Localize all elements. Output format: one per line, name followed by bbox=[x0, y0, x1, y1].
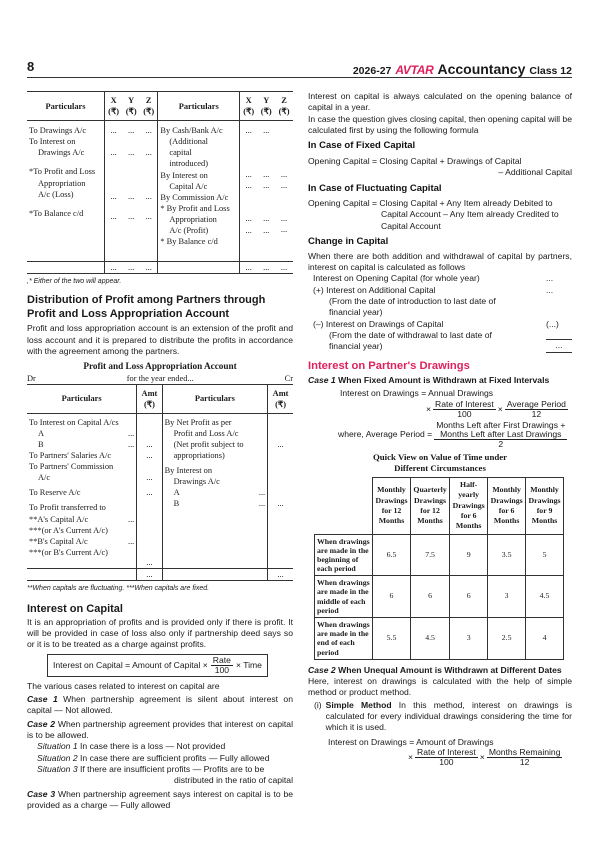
change-in-capital-heading: Change in Capital bbox=[308, 236, 389, 248]
pl-year-label: for the year ended... bbox=[126, 373, 194, 383]
list-item: (+) Interest on Additional Capital ... bbox=[313, 284, 554, 295]
qv-head-3: Half-yearly Drawings for 6 Months bbox=[450, 478, 488, 534]
table-row: When drawings are made in the beginning of each period 6.5 7.5 9 3.5 5 bbox=[315, 534, 564, 576]
header-subject: Accountancy bbox=[437, 61, 526, 77]
ledger-total-row: ... ... ... ... ... ... bbox=[27, 261, 293, 273]
list-item: (From the date of withdrawal to last date of financial year) ... bbox=[313, 330, 572, 353]
ledger-left-entries: To Drawings A/c To Interest on Drawings A/c *To Profit and Loss Appropriation A/c (Loss) *To Balance c/d bbox=[29, 126, 96, 218]
pl-credit-amounts: ... ... bbox=[268, 413, 293, 568]
ledger-x-values: ... ... ... ... bbox=[104, 121, 122, 262]
dr-label: Dr bbox=[27, 373, 36, 383]
cases-intro: The various cases related to interest on capital are bbox=[27, 680, 220, 691]
qv-head-5: Monthly Drawings for 9 Months bbox=[526, 478, 564, 534]
pl-total-row: ... ... bbox=[27, 569, 293, 581]
fluctuating-formula-1: Opening Capital = Closing Capital + Any Item already Debited to bbox=[308, 198, 553, 209]
quick-view-title: Quick View on Value of Time under Different Circumstances bbox=[372, 451, 508, 474]
ledger-head-z: Z (₹) bbox=[140, 92, 158, 121]
ledger-head-x-right: X (₹) bbox=[240, 92, 258, 121]
pl-head-particulars-right: Particulars bbox=[162, 384, 268, 413]
ledger-head-y-right: Y (₹) bbox=[257, 92, 275, 121]
case-2: Case 2 When partnership agreement provides that interest on capital is to be allowed. bbox=[27, 718, 293, 741]
table-row bbox=[27, 413, 293, 568]
ledger-note: ,* Either of the two will appear. bbox=[27, 277, 122, 285]
formula-fraction: $\frac{\text{Rate}}{100}$ bbox=[212, 654, 231, 675]
table-row: When drawings are made in the end of each period 5.5 4.5 3 2.5 4 bbox=[315, 618, 564, 660]
header-year: 2026-27 bbox=[352, 65, 392, 77]
list-item: Interest on Opening Capital (for whole year) ... bbox=[313, 273, 554, 284]
pl-head-particulars-left: Particulars bbox=[27, 384, 137, 413]
change-in-capital-paragraph: When there are both addition and withdrawal of capital by partners, interest on capital is calculated as follows bbox=[308, 250, 572, 273]
average-period-main-fraction: Months Left after First Drawings + Months Left after Last Drawings 2 bbox=[436, 419, 566, 449]
case-1: Case 1 When partnership agreement is silent about interest on capital — Not allowed. bbox=[27, 694, 293, 716]
pl-appropriation-table bbox=[27, 384, 293, 582]
case-3: Case 3 When partnership agreement says interest on capital is to be provided as a charge — Fully allowed bbox=[27, 788, 294, 811]
simple-method-formula: Interest on Drawings = Amount of Drawings bbox=[328, 736, 494, 747]
drawings-case-2: Case 2 When Unequal Amount is Withdrawn at Different Dates bbox=[308, 664, 562, 675]
list-item: (–) Interest on Drawings of Capital (...) bbox=[313, 318, 559, 329]
pl-debit-amounts: ... ... ... ... ... bbox=[137, 413, 162, 568]
ledger-y-values: ... ... ... ... bbox=[128, 126, 135, 221]
pl-appropriation-caption: Profit and Loss Appropriation Account bbox=[83, 361, 237, 372]
distribution-heading: Distribution of Profit among Partners through Profit and Loss Appropriation Account bbox=[27, 294, 266, 321]
ledger-head-z-right: Z (₹) bbox=[275, 92, 293, 121]
interest-on-capital-paragraph: It is an appropriation of profits and is provided only if there is profit. It will be provided in case of loss also only if partnership deed says so or it is to be treated as a charge against profits. bbox=[27, 616, 293, 650]
page-number: 8 bbox=[27, 59, 35, 74]
qv-head-2: Quarterly Drawings for 12 Months bbox=[410, 478, 449, 534]
pl-dr-cr-line bbox=[27, 373, 293, 384]
fixed-capital-heading: In Case of Fixed Capital bbox=[308, 140, 416, 152]
ledger-head-particulars-right: Particulars bbox=[158, 92, 240, 121]
table-row: When drawings are made in the middle of each period 6 6 6 3 4.5 bbox=[315, 576, 564, 618]
simple-method-item: (i) Simple Method In this method, interest on drawings is calculated for every individual drawings considering the time for which it is used. bbox=[314, 699, 572, 733]
qv-head-1: Monthly Drawings for 12 Months bbox=[373, 478, 411, 534]
opening-balance-note: Interest on capital is always calculated on the opening balance of capital in a year. bbox=[308, 91, 572, 113]
qv-head-4: Monthly Drawings for 6 Months bbox=[488, 478, 526, 534]
fluctuating-formula-3: Capital Account bbox=[381, 220, 441, 231]
simple-rate-fraction: $\frac{\text{Rate of Interest}}{100}$ bbox=[417, 747, 476, 768]
ledger-y-right-values: ... ... ... ... ... bbox=[263, 126, 270, 235]
right-column bbox=[308, 91, 572, 767]
pl-head-amt-right: Amt (₹) bbox=[268, 384, 293, 413]
fixed-capital-formula-1: Opening Capital = Closing Capital + Drawings of Capital bbox=[308, 155, 522, 166]
pl-debit-entries: To Interest on Capital A/cs A ... B ... To Partners' Salaries A/c To Partners' Commission A/c To Reserve A/c To Profit transferred to **A's Capital A/c ... ***(or A's Current A/c) **B's Capital A/c ... ***(or B's Current A/c) bbox=[29, 417, 135, 557]
situation-3: Situation 3 If there are insufficient profits — Profits are to be bbox=[37, 764, 265, 775]
drawings-case-1: Case 1 When Fixed Amount is Withdrawn at Fixed Intervals bbox=[308, 375, 550, 386]
capital-ledger-table bbox=[27, 91, 293, 274]
months-remaining-fraction: $\frac{\text{Months Remaining}}{12}$ bbox=[488, 747, 561, 768]
pl-note: **When capitals are fluctuating. ***When capitals are fixed. bbox=[27, 585, 210, 593]
header-rule bbox=[27, 77, 572, 78]
drawings-case-2-paragraph: Here, interest on drawings is calculated with the help of simple method or product method. bbox=[308, 676, 572, 698]
fluctuating-capital-heading: In Case of Fluctuating Capital bbox=[308, 182, 442, 194]
interest-on-capital-heading: Interest on Capital bbox=[27, 602, 123, 615]
ledger-head-y: Y (₹) bbox=[122, 92, 140, 121]
ledger-x-right-values: ... ... ... ... ... bbox=[240, 121, 258, 262]
simple-method-fractions: × $\frac{\text{Rate of Interest}}{100}$ × $\frac{\text{Months Remaining}}{12}$ bbox=[408, 747, 561, 768]
ledger-head-particulars-left: Particulars bbox=[27, 92, 104, 121]
pl-head-amt-left: Amt (₹) bbox=[137, 384, 162, 413]
change-in-capital-list bbox=[308, 273, 572, 352]
ledger-z-right-values: ... ... ... ... bbox=[280, 170, 288, 235]
closing-capital-note: In case the question gives closing capital, then opening capital will be calculated first by using the following formula bbox=[308, 113, 572, 136]
situation-3-continued: distributed in the ratio of capital bbox=[174, 775, 293, 786]
situation-2: Situation 2 In case there are sufficient profits — Fully allowed bbox=[37, 752, 270, 763]
average-period-formula: where, Average Period = Months Left after First Drawings + Months Left after Last Drawings 2 bbox=[338, 419, 566, 449]
list-item: (From the date of introduction to last date of financial year) bbox=[329, 296, 496, 318]
interest-on-drawings-heading: Interest on Partner's Drawings bbox=[308, 359, 470, 372]
cr-label: Cr bbox=[284, 373, 293, 383]
interest-on-capital-formula: Interest on Capital = Amount of Capital × $\frac{\text{Rate}}{100}$ × Time bbox=[47, 654, 268, 677]
drawings-formula-1: Interest on Drawings = Annual Drawings bbox=[340, 388, 494, 399]
fluctuating-formula-2: Capital Account – Any Item already Credited to bbox=[381, 209, 559, 220]
average-period-fraction: $\frac{\text{Average Period}}{12}$ bbox=[506, 398, 566, 419]
left-column bbox=[27, 88, 293, 812]
ledger-right-entries: By Cash/Bank A/c (Additional capital introduced) By Interest on Capital A/c By Commission A/c * By Profit and Loss Appropriation A/c (Profit) * By Balance c/d bbox=[158, 121, 240, 262]
drawings-formula-fractions: × $\frac{\text{Rate of Interest}}{100}$ × $\frac{\text{Average Period}}{12}$ bbox=[426, 398, 566, 419]
ledger-z-values: ... ... ... ... bbox=[145, 126, 152, 221]
fixed-capital-formula-2: – Additional Capital bbox=[498, 167, 572, 178]
distribution-paragraph: Profit and loss appropriation account is an extension of the profit and loss account and it is prepared to distribute the profits in accordance with the agreement among the partners. bbox=[27, 323, 293, 357]
table-row bbox=[27, 121, 293, 262]
quick-view-table bbox=[314, 477, 564, 660]
header-class: Class 12 bbox=[529, 65, 572, 77]
rate-fraction: $\frac{\text{Rate of Interest}}{100}$ bbox=[435, 398, 494, 419]
ledger-head-x: X (₹) bbox=[104, 92, 122, 121]
situation-1: Situation 1 In case there is a loss — Not provided bbox=[37, 741, 226, 752]
brand-logo: AVTAR bbox=[395, 63, 434, 77]
pl-credit-entries: By Net Profit as per Profit and Loss A/c (Net profit subject to appropriations) By Interest on Drawings A/c A ... B ... bbox=[162, 413, 268, 568]
